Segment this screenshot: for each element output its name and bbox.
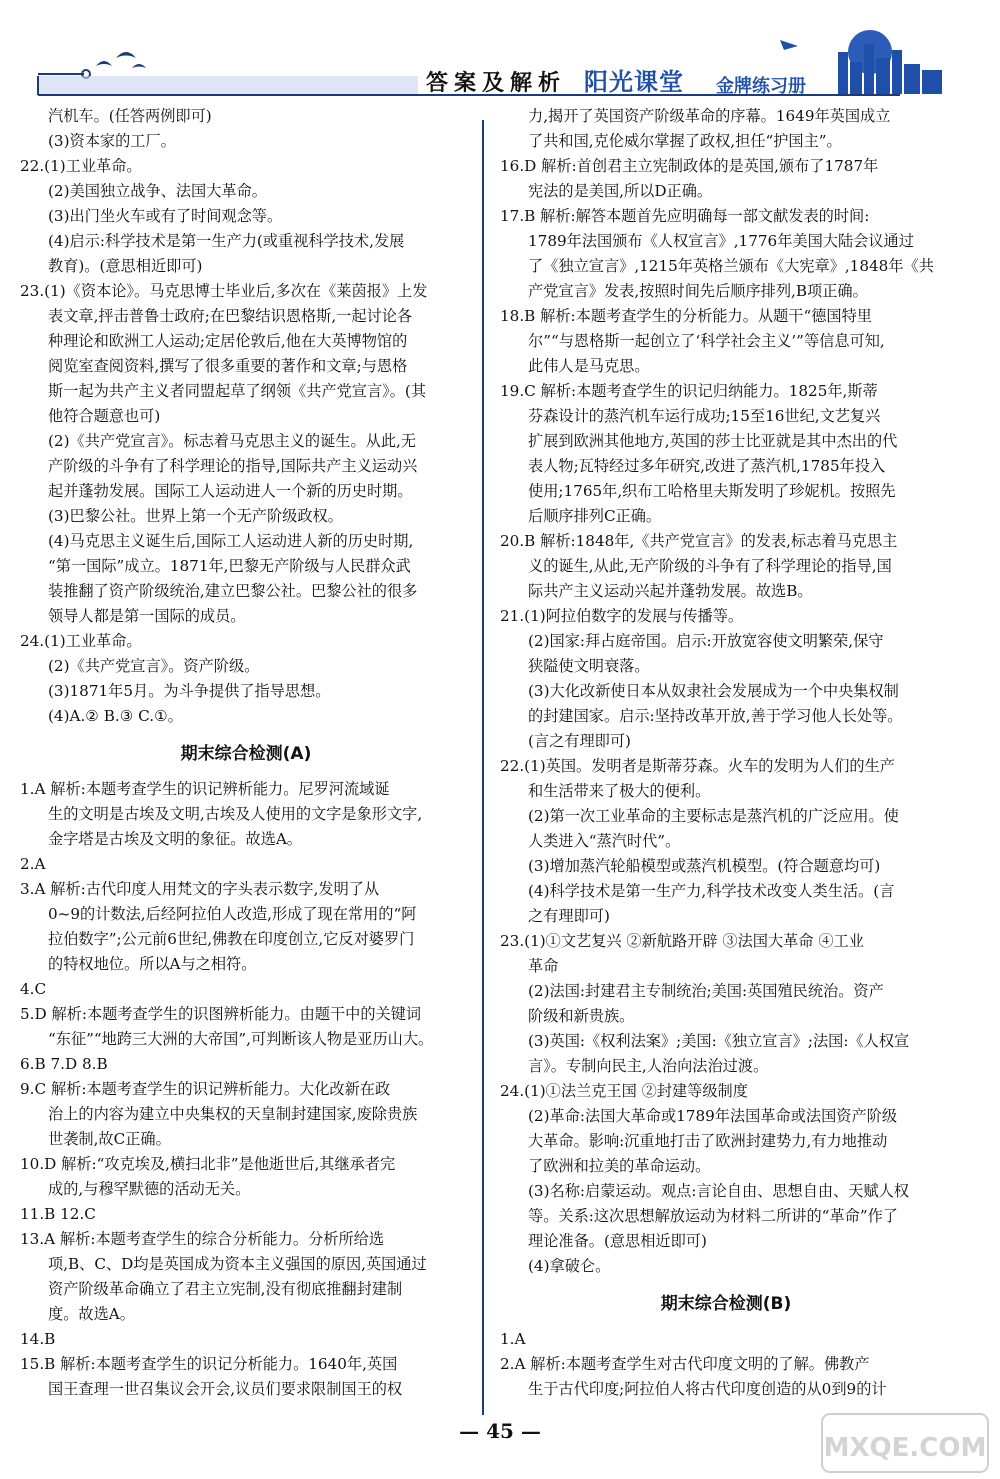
answer-line: (2)国家:拜占庭帝国。启示:开放宽容使文明繁荣,保守 (528, 632, 884, 650)
section-title: 期末综合检测(B) (660, 1294, 792, 1314)
answer-line: 13.A 解析:本题考查学生的综合分析能力。分析所给选 (20, 1230, 385, 1248)
answer-line: 表文章,抨击普鲁士政府;在巴黎结识恩格斯,一起讨论各 (48, 307, 413, 325)
answer-line: 11.B 12.C (20, 1205, 96, 1223)
answer-line: 宪法的是美国,所以D正确。 (528, 182, 713, 200)
answer-line: (3)大化改新使日本从奴隶社会发展成为一个中央集权制 (528, 682, 899, 700)
answer-line: 21.(1)阿拉伯数字的发展与传播等。 (500, 607, 744, 625)
answer-line: 汽机车。(任答两例即可) (48, 107, 212, 125)
answer-line: 9.C 解析:本题考查学生的识记辨析能力。大化改新在政 (20, 1080, 391, 1098)
answer-line: 15.B 解析:本题考查学生的识记分析能力。1640年,英国 (20, 1355, 398, 1373)
answer-line: 革命 (528, 957, 559, 975)
bird-icon (96, 52, 146, 68)
answer-line: 2.A (20, 855, 46, 873)
right-column (500, 104, 952, 1402)
answer-line: 人类进入“蒸汽时代”。 (528, 832, 681, 850)
column-divider (482, 120, 484, 1415)
answer-line: 23.(1)《资本论》。马克思博士毕业后,多次在《莱茵报》上发 (20, 282, 428, 300)
header-brand: 阳光课堂 (584, 68, 684, 96)
answer-line: “东征”“地跨三大洲的大帝国”,可判断该人物是亚历山大。 (48, 1030, 434, 1048)
left-column (20, 104, 472, 1402)
watermark-logo (820, 1410, 990, 1476)
answer-line: 装推翻了资产阶级统治,建立巴黎公社。巴黎公社的很多 (48, 582, 418, 600)
answer-line: 使用;1765年,织布工哈格里夫斯发明了珍妮机。按照先 (528, 482, 896, 500)
answer-line: 尔”“与恩格斯一起创立了‘科学社会主义’”等信息可知, (528, 332, 885, 350)
answer-line: 斯一起为共产主义者同盟起草了纲领《共产党宣言》。(其 (48, 382, 427, 400)
answer-line: 的特权地位。所以A与之相符。 (48, 955, 257, 973)
answer-line: 14.B (20, 1330, 56, 1348)
answer-line: 3.A 解析:古代印度人用梵文的字头表示数字,发明了从 (20, 880, 380, 898)
answer-line: 他符合题意也可) (48, 407, 161, 425)
answer-line: 产阶级的斗争有了科学理论的指导,国际共产主义运动兴 (48, 457, 418, 475)
answer-line: 表人物;瓦特经过多年研究,改进了蒸汽机,1785年投入 (528, 457, 886, 475)
answer-line: 0~9的计数法,后经阿拉伯人改造,形成了现在常用的“阿 (48, 905, 417, 923)
answer-line: 19.C 解析:本题考查学生的识记归纳能力。1825年,斯蒂 (500, 382, 878, 400)
answer-line: 24.(1)①法兰克王国 ②封建等级制度 (500, 1082, 748, 1100)
answer-line: 阶级和新贵族。 (528, 1007, 635, 1025)
answer-line: 5.D 解析:本题考查学生的识图辨析能力。由题干中的关键词 (20, 1005, 422, 1023)
answer-line: (3)资本家的工厂。 (48, 132, 176, 150)
answer-line: (4)A.② B.③ C.①。 (48, 707, 183, 725)
answer-line: 治上的内容为建立中央集权的天皇制封建国家,废除贵族 (48, 1105, 418, 1123)
answer-line: 了欧洲和拉美的革命运动。 (528, 1157, 711, 1175)
answer-line: 23.(1)①文艺复兴 ②新航路开辟 ③法国大革命 ④工业 (500, 932, 864, 950)
answer-line: 狭隘使文明衰落。 (528, 657, 650, 675)
answer-line: 领导人都是第一国际的成员。 (48, 607, 246, 625)
answer-line: (3)出门坐火车或有了时间观念等。 (48, 207, 283, 225)
answer-line: 18.B 解析:本题考查学生的分析能力。从题干“德国特里 (500, 307, 872, 325)
answer-line: (2)第一次工业革命的主要标志是蒸汽机的广泛应用。使 (528, 807, 899, 825)
answer-line: 世袭制,故C正确。 (48, 1130, 171, 1148)
answer-line: 资产阶级革命确立了君主立宪制,没有彻底推翻封建制 (48, 1280, 403, 1298)
answer-line: (3)增加蒸汽轮船模型或蒸汽机模型。(符合题意均可) (528, 857, 881, 875)
answer-line: 20.B 解析:1848年,《共产党宣言》的发表,标志着马克思主 (500, 532, 898, 550)
answer-line: (3)1871年5月。为斗争提供了指导思想。 (48, 682, 331, 700)
answer-line: 力,揭开了英国资产阶级革命的序幕。1649年英国成立 (528, 107, 891, 125)
answer-line: 了共和国,克伦威尔掌握了政权,担任“护国主”。 (528, 132, 842, 150)
answer-line: 项,B、C、D均是英国成为资本主义强国的原因,英国通过 (48, 1255, 427, 1273)
answer-line: (2)革命:法国大革命或1789年法国革命或法国资产阶级 (528, 1107, 898, 1125)
answer-line: 义的诞生,从此,无产阶级的斗争有了科学理论的指导,国 (528, 557, 892, 575)
answer-line: 的封建国家。启示:坚持改革开放,善于学习他人长处等。 (528, 707, 903, 725)
answer-line: 阅览室查阅资料,撰写了很多重要的著作和文章;与恩格 (48, 357, 408, 375)
answer-line: (4)拿破仑。 (528, 1257, 611, 1275)
answer-line: (言之有理即可) (528, 732, 631, 750)
page-header (0, 0, 1000, 110)
answer-line: 16.D 解析:首创君主立宪制政体的是英国,颁布了1787年 (500, 157, 879, 175)
answer-line: 起并蓬勃发展。国际工人运动进人一个新的历史时期。 (48, 482, 413, 500)
answer-line: 2.A 解析:本题考查学生对古代印度文明的了解。佛教产 (500, 1355, 870, 1373)
answer-line: 成的,与穆罕默德的活动无关。 (48, 1180, 251, 1198)
answer-line: 产党宣言》发表,按照时间先后顺序排列,B项正确。 (528, 282, 868, 300)
answer-line: 22.(1)工业革命。 (20, 157, 142, 175)
answer-line: 22.(1)英国。发明者是斯蒂芬森。火车的发明为人们的生产 (500, 757, 895, 775)
answer-line: (4)科学技术是第一生产力,科学技术改变人类生活。(言 (528, 882, 895, 900)
answer-line: 17.B 解析:解答本题首先应明确每一部文献发表的时间: (500, 207, 870, 225)
answer-line: 10.D 解析:“攻克埃及,横扫北非”是他逝世后,其继承者完 (20, 1155, 396, 1173)
answer-line: (2)法国:封建君主专制统治;美国:英国殖民统治。资产 (528, 982, 884, 1000)
answer-line: 扩展到欧洲其他地方,英国的莎士比亚就是其中杰出的代 (528, 432, 898, 450)
answer-line: 际共产主义运动兴起并蓬勃发展。故选B。 (528, 582, 813, 600)
answer-line: 生于古代印度;阿拉伯人将古代印度创造的从0到9的计 (528, 1380, 887, 1398)
answer-line: 6.B 7.D 8.B (20, 1055, 108, 1073)
answer-line: “第一国际”成立。1871年,巴黎无产阶级与人民群众武 (48, 557, 411, 575)
section-title: 期末综合检测(A) (180, 744, 312, 764)
answer-line: 了《独立宣言》,1215年英格兰颁布《大宪章》,1848年《共 (528, 257, 934, 275)
answer-line: 国王查理一世召集议会开会,议员们要求限制国王的权 (48, 1380, 403, 1398)
answer-line: (3)巴黎公社。世界上第一个无产阶级政权。 (48, 507, 343, 525)
answer-line: 后顺序排列C正确。 (528, 507, 662, 525)
answer-line: 芬森设计的蒸汽机车运行成功;15至16世纪,文艺复兴 (528, 407, 881, 425)
answer-line: (4)启示:科学技术是第一生产力(或重视科学技术,发展 (48, 232, 405, 250)
answer-line: (2)《共产党宣言》。标志着马克思主义的诞生。从此,无 (48, 432, 417, 450)
answer-line: 等。关系:这次思想解放运动为材料二所讲的“革命”作了 (528, 1207, 898, 1225)
answer-line: (3)英国:《权利法案》;美国:《独立宣言》;法国:《人权宣 (528, 1032, 910, 1050)
answer-line: 此伟人是马克思。 (528, 357, 650, 375)
answer-line: 4.C (20, 980, 47, 998)
answer-line: 生的文明是古埃及文明,古埃及人使用的文字是象形文字, (48, 805, 423, 823)
answer-line: 言》。专制向民主,人治向法治过渡。 (528, 1057, 769, 1075)
header-brand-subtitle: 金牌练习册 (716, 76, 806, 97)
answer-line: 1.A (500, 1330, 526, 1348)
answer-line: 大革命。影响:沉重地打击了欧洲封建势力,有力地推动 (528, 1132, 888, 1150)
answer-line: 教育)。(意思相近即可) (48, 257, 203, 275)
answer-line: 理论准备。(意思相近即可) (528, 1232, 707, 1250)
answer-line: 1789年法国颁布《人权宣言》,1776年美国大陆会议通过 (528, 232, 914, 250)
page-number: — 45 — (459, 1419, 541, 1443)
answer-line: 24.(1)工业革命。 (20, 632, 142, 650)
answer-line: 拉伯数字”;公元前6世纪,佛教在印度创立,它反对婆罗门 (48, 930, 415, 948)
answer-line: 种理论和欧洲工人运动;定居伦敦后,他在大英博物馆的 (48, 332, 408, 350)
answer-line: 之有理即可) (528, 907, 610, 925)
answer-line: 度。故选A。 (48, 1305, 135, 1323)
svg-text:MXQE.COM: MXQE.COM (823, 1433, 987, 1463)
answer-line: 和生活带来了极大的便利。 (528, 782, 711, 800)
answer-line: (2)美国独立战争、法国大革命。 (48, 182, 267, 200)
answer-line: (4)马克思主义诞生后,国际工人运动进人新的历史时期, (48, 532, 414, 550)
answer-line: (2)《共产党宣言》。资产阶级。 (48, 657, 260, 675)
answer-line: 1.A 解析:本题考查学生的识记辨析能力。尼罗河流域诞 (20, 780, 390, 798)
header-title: 答案及解析 (426, 71, 567, 96)
answer-line: 金字塔是古埃及文明的象征。故选A。 (48, 830, 302, 848)
answer-line: (3)名称:启蒙运动。观点:言论自由、思想自由、天赋人权 (528, 1182, 910, 1200)
